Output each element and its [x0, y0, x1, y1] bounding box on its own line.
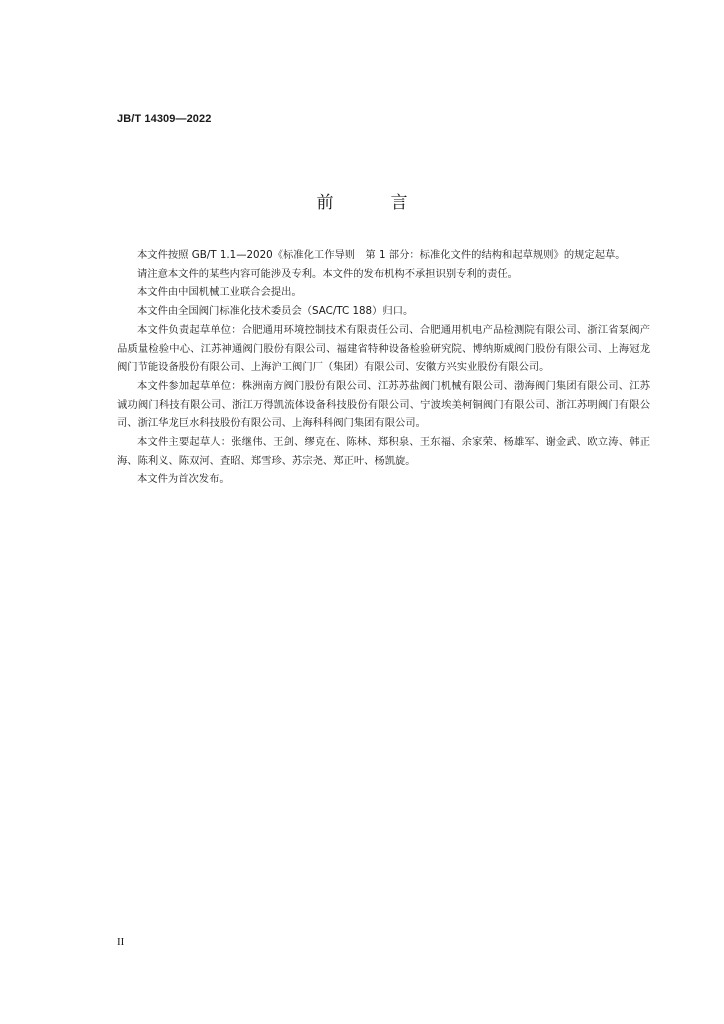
paragraph-first-release: 本文件为首次发布。: [137, 473, 230, 486]
paragraph-main-drafters: 本文件主要起草人：张继伟、王剑、缪克在、陈林、郑积泉、王东福、余家荣、杨雄军、谢金武、欧立涛、韩正海、陈利义、陈双河、査昭、郑雪珍、苏宗尧、郑正叶、杨凯旋。: [117, 436, 650, 467]
paragraph-proposer: 本文件由中国机械工业联合会提出。: [137, 286, 302, 299]
paragraph-participating-drafters: 本文件参加起草单位：株洲南方阀门股份有限公司、江苏苏盐阀门机械有限公司、渤海阀门集团有限公司、江苏诚功阀门科技有限公司、浙江万得凯流体设备科技股份有限公司、宁波埃美柯铜阀门有限公司、浙江苏明阀门有限公司、浙江华龙巨水科技股份有限公司、上海科科阀门集团有限公司。: [117, 379, 650, 430]
paragraph-technical-committee: 本文件由全国阀门标准化技术委员会（SAC/TC 188）归口。: [137, 305, 414, 318]
page-number: II: [117, 936, 125, 948]
paragraph-patent-notice: 请注意本文件的某些内容可能涉及专利。本文件的发布机构不承担识别专利的责任。: [137, 267, 518, 280]
foreword-body: [117, 246, 650, 489]
page-title: 前 言: [316, 193, 428, 213]
paragraph-lead-drafters: 本文件负责起草单位：合肥通用环境控制技术有限责任公司、合肥通用机电产品检测院有限公司、浙江省泵阀产品质量检验中心、江苏神通阀门股份有限公司、福建省特种设备检验研究院、博纳斯威阀门股份有限公司、上海冠龙阀门节能设备股份有限公司、上海沪工阀门厂（集团）有限公司、安徽方兴实业股份有限公司。: [117, 323, 650, 374]
paragraph-drafting-rules: 本文件按照 GB/T 1.1—2020《标准化工作导则 第 1 部分：标准化文件的结构和起草规则》的规定起草。: [137, 249, 626, 261]
standard-number: JB/T 14309—2022: [117, 113, 212, 125]
